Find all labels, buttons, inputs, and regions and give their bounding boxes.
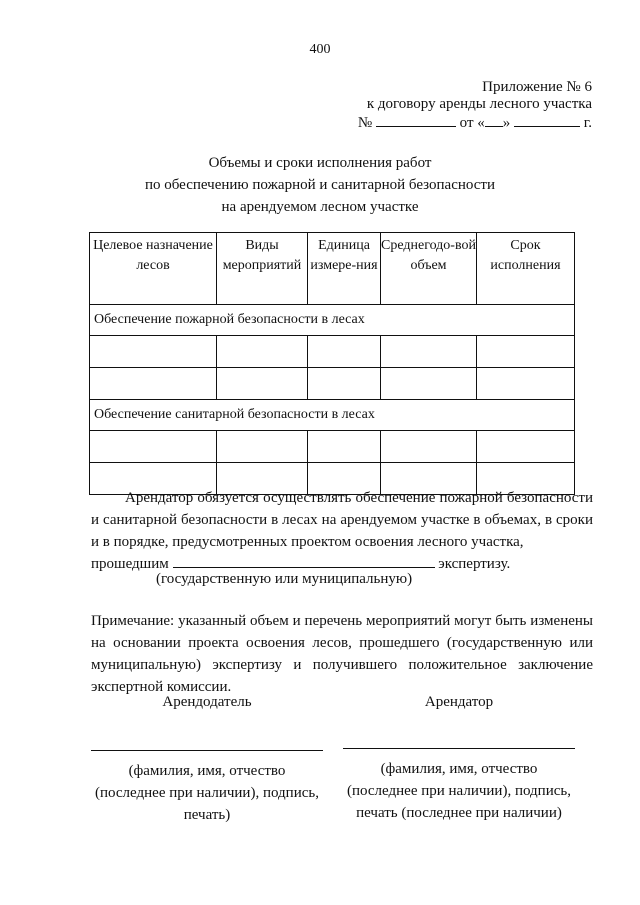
header-activities: Виды мероприятий: [217, 233, 308, 305]
date-prefix: от «: [459, 115, 485, 131]
table-cell[interactable]: [90, 336, 217, 368]
year-suffix: г.: [583, 115, 592, 131]
table-cell[interactable]: [477, 431, 575, 463]
header-purpose: Целевое назначение лесов: [90, 233, 217, 305]
appendix-number-line: [358, 112, 592, 134]
obligation-text: Арендатор обязуется осуществлять обеспечение пожарной безопасности и санитарной безопасности в лесах на арендуемом участке в объемах, в сроки и в порядке, предусмотренных проектом освоения лесного участка,: [91, 490, 593, 550]
table-cell[interactable]: [217, 336, 308, 368]
lessee-caption-line-1: (фамилия, имя, отчество: [380, 761, 538, 777]
appendix-title: Приложение № 6: [482, 79, 592, 95]
works-table: [89, 232, 575, 495]
lessor-signature-line[interactable]: [91, 750, 323, 751]
lessee-signature-line[interactable]: [343, 748, 575, 749]
table-cell[interactable]: [90, 431, 217, 463]
section-row-sanitary: [90, 400, 575, 431]
lessor-caption: [86, 760, 328, 826]
number-prefix: №: [357, 115, 373, 131]
lessee-caption-line-2: (последнее при наличии), подпись,: [347, 783, 571, 799]
header-unit: Единица измере-ния: [308, 233, 381, 305]
table-row: [90, 431, 575, 463]
table-cell[interactable]: [308, 431, 381, 463]
expertise-label: экспертизу.: [438, 556, 511, 572]
obligation-paragraph: [91, 487, 593, 575]
page-number: 400: [309, 42, 331, 57]
title-line-2: по обеспечению пожарной и санитарной безопасности: [144, 177, 496, 193]
section-row-fire: [90, 305, 575, 336]
table-row: [90, 368, 575, 400]
lessor-caption-line-2: (последнее при наличии), подпись,: [95, 785, 319, 801]
section-fire-safety: Обеспечение пожарной безопасности в лесах: [90, 305, 575, 336]
lessor-caption-line-1: (фамилия, имя, отчество: [128, 763, 286, 779]
note-paragraph: Примечание: указанный объем и перечень мероприятий могут быть изменены на основании проекта освоения лесов, прошедшего (государственную или муниципальную) экспертизу и получившего положительное заключение экспертной комиссии.: [91, 613, 593, 695]
table-cell[interactable]: [381, 431, 477, 463]
passed-label: прошедшим: [91, 556, 169, 572]
lessor-caption-line-3: печать): [183, 807, 231, 823]
table-cell[interactable]: [217, 368, 308, 400]
table-row: [90, 336, 575, 368]
table-cell[interactable]: [90, 368, 217, 400]
lessor-label: Арендодатель: [162, 694, 252, 710]
table-cell[interactable]: [381, 368, 477, 400]
table-cell[interactable]: [381, 336, 477, 368]
table-cell[interactable]: [308, 336, 381, 368]
expertise-type-blank[interactable]: [173, 553, 435, 568]
title-line-1: Объемы и сроки исполнения работ: [208, 155, 432, 171]
month-blank: [514, 112, 580, 127]
table-cell[interactable]: [308, 368, 381, 400]
date-mid: »: [502, 115, 511, 131]
header-deadline: Срок исполнения: [477, 233, 575, 305]
day-blank: [485, 112, 503, 127]
table-cell[interactable]: [477, 336, 575, 368]
section-sanitary-safety: Обеспечение санитарной безопасности в лесах: [90, 400, 575, 431]
table-cell[interactable]: [217, 431, 308, 463]
lessee-caption: [338, 758, 580, 824]
table-cell[interactable]: [477, 368, 575, 400]
table-header-row: [90, 233, 575, 305]
header-annual-volume: Среднегодо-вой объем: [381, 233, 477, 305]
contract-number-blank: [376, 112, 456, 127]
lessee-caption-line-3: печать (последнее при наличии): [356, 805, 562, 821]
document-title: [0, 152, 640, 218]
lessee-label: Арендатор: [424, 694, 494, 710]
expertise-hint: (государственную или муниципальную): [156, 571, 413, 587]
title-line-3: на арендуемом лесном участке: [221, 199, 419, 215]
appendix-subtitle: к договору аренды лесного участка: [366, 96, 592, 112]
